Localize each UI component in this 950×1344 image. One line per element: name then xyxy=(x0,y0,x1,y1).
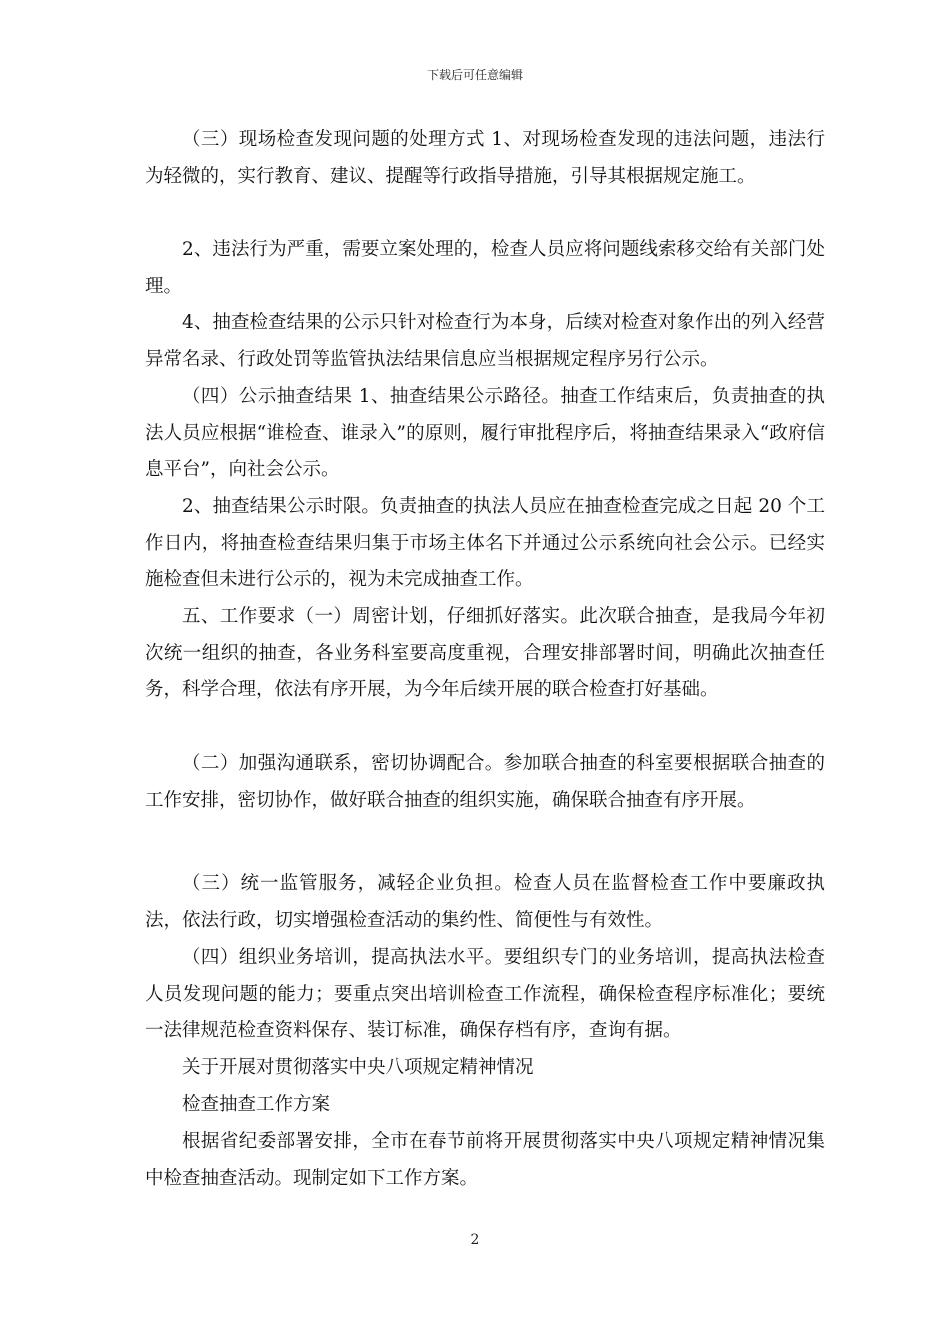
paragraph-8: （三）统一监管服务，减轻企业负担。检查人员在监督检查工作中要廉政执法，依法行政，切实增强检查活动的集约性、简便性与有效性。 xyxy=(145,873,825,931)
paragraph-9: （四）组织业务培训，提高执法水平。要组织专门的业务培训，提高执法检查人员发现问题的能力；要重点突出培训检查工作流程，确保检查程序标准化；要统一法律规范检查资料保存、装订标准，确保存档有序，查询有据。 xyxy=(145,947,825,1041)
page-number: 2 xyxy=(470,1232,480,1248)
paragraph-1: （三）现场检查发现问题的处理方式 1、对现场检查发现的违法问题，违法行为轻微的，实行教育、建议、提醒等行政指导措施，引导其根据规定施工。 xyxy=(145,129,825,187)
paragraph-5: 2、抽查结果公示时限。负责抽查的执法人员应在抽查检查完成之日起 20 个工作日内，将抽查检查结果归集于市场主体名下并通过公示系统向社会公示。已经实施检查但未进行公示的，视为未完成抽查工作。 xyxy=(145,496,825,590)
doc-title-line-1: 关于开展对贯彻落实中央八项规定精神情况 xyxy=(182,1057,534,1078)
paragraph-7: （二）加强沟通联系，密切协调配合。参加联合抽查的科室要根据联合抽查的工作安排，密切协作，做好联合抽查的组织实施，确保联合抽查有序开展。 xyxy=(145,753,825,811)
paragraph-4: （四）公示抽查结果 1、抽查结果公示路径。抽查工作结束后，负责抽查的执法人员应根据“谁检查、谁录入”的原则，履行审批程序后，将抽查结果录入“政府信息平台”，向社会公示。 xyxy=(145,386,825,480)
doc-title-line-2: 检查抽查工作方案 xyxy=(182,1094,331,1115)
paragraph-3: 4、抽查检查结果的公示只针对检查行为本身，后续对检查对象作出的列入经营异常名录、行政处罚等监管执法结果信息应当根据规定程序另行公示。 xyxy=(145,312,825,370)
paragraph-intro: 根据省纪委部署安排，全市在春节前将开展贯彻落实中央八项规定精神情况集中检查抽查活动。现制定如下工作方案。 xyxy=(145,1131,825,1189)
page-header: 下载后可任意编辑 xyxy=(426,68,523,82)
paragraph-2: 2、违法行为严重，需要立案处理的，检查人员应将问题线索移交给有关部门处理。 xyxy=(145,239,825,297)
paragraph-6: 五、工作要求（一）周密计划，仔细抓好落实。此次联合抽查，是我局今年初次统一组织的抽查，各业务科室要高度重视，合理安排部署时间，明确此次抽查任务，科学合理，依法有序开展，为今年后续开展的联合检查打好基础。 xyxy=(145,606,825,700)
